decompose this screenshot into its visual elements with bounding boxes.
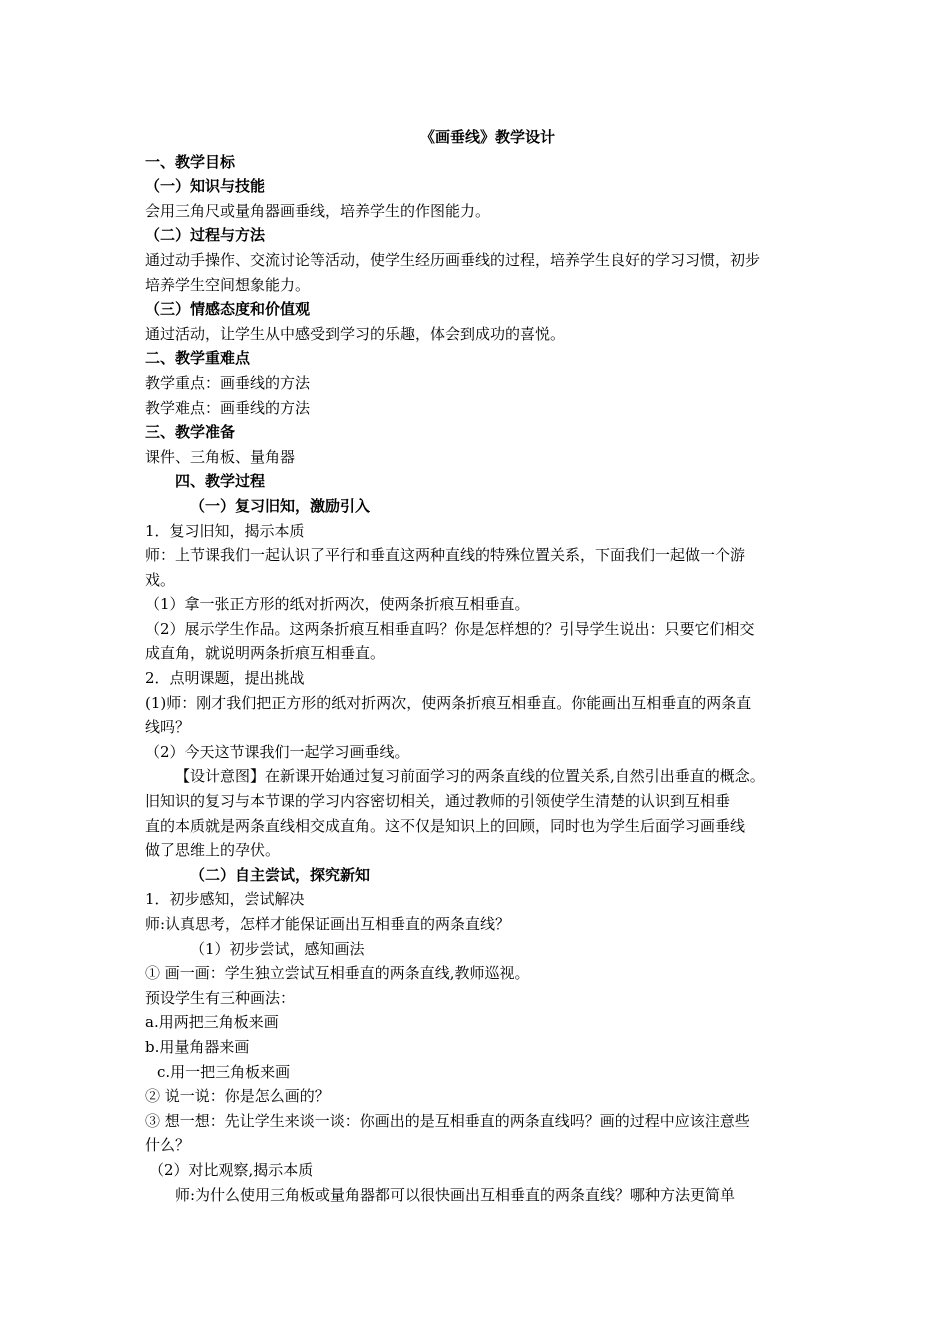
paragraph-line: 什么？ — [145, 1136, 191, 1155]
subsection-heading: （一）复习旧知，激励引入 — [190, 496, 371, 515]
paragraph-line: ① 画一画：学生独立尝试互相垂直的两条直线,教师巡视。 — [145, 964, 530, 983]
paragraph-line: 1．复习旧知，揭示本质 — [145, 521, 305, 540]
section-heading: 三、教学准备 — [145, 423, 236, 442]
paragraph-line: 直的本质就是两条直线相交成直角。这不仅是知识上的回顾，同时也为学生后面学习画垂线 — [145, 816, 746, 835]
paragraph-line: 线吗？ — [145, 718, 191, 737]
paragraph-line: 师:为什么使用三角板或量角器都可以很快画出互相垂直的两条直线？哪种方法更简单 — [175, 1185, 736, 1204]
paragraph-line: 教学重点：画垂线的方法 — [145, 373, 311, 392]
paragraph-line: 做了思维上的孕伏。 — [145, 841, 281, 860]
paragraph-line: 旧知识的复习与本节课的学习内容密切相关，通过教师的引领使学生清楚的认识到互相垂 — [145, 792, 731, 811]
paragraph-line: 师：上节课我们一起认识了平行和垂直这两种直线的特殊位置关系，下面我们一起做一个游 — [145, 546, 746, 565]
paragraph-line: ③ 想一想：先让学生来谈一谈：你画出的是互相垂直的两条直线吗？画的过程中应该注意些 — [145, 1111, 750, 1130]
paragraph-line: 通过动手操作、交流讨论等活动，使学生经历画垂线的过程，培养学生良好的学习习惯，初步 — [145, 250, 761, 269]
subsection-heading: （二）自主尝试，探究新知 — [190, 865, 371, 884]
document-title: 《画垂线》教学设计 — [419, 128, 555, 146]
paragraph-line: (1)师：刚才我们把正方形的纸对折两次，使两条折痕互相垂直。你能画出互相垂直的两条直 — [145, 693, 752, 712]
paragraph-line: 预设学生有三种画法： — [145, 988, 296, 1007]
paragraph-line: （1）拿一张正方形的纸对折两次，使两条折痕互相垂直。 — [145, 595, 530, 614]
paragraph-line: （2）对比观察,揭示本质 — [149, 1160, 314, 1179]
list-item: a.用两把三角板来画 — [145, 1013, 279, 1032]
section-heading: 二、教学重难点 — [145, 349, 251, 368]
subsection-heading: （三）情感态度和价值观 — [145, 300, 311, 319]
paragraph-line: 课件、三角板、量角器 — [145, 447, 296, 466]
paragraph-line: 教学难点：画垂线的方法 — [145, 398, 311, 417]
paragraph-line: 通过活动，让学生从中感受到学习的乐趣，体会到成功的喜悦。 — [145, 324, 566, 343]
section-heading: 一、教学目标 — [145, 152, 236, 171]
paragraph-line: 2．点明课题，提出挑战 — [145, 669, 305, 688]
list-item: b.用量角器来画 — [145, 1037, 250, 1056]
paragraph-line: （2）今天这节课我们一起学习画垂线。 — [145, 742, 410, 761]
paragraph-line: 师:认真思考，怎样才能保证画出互相垂直的两条直线？ — [145, 915, 511, 933]
subsection-heading: （二）过程与方法 — [145, 226, 266, 245]
section-heading: 四、教学过程 — [175, 472, 266, 491]
paragraph-line: ② 说一说：你是怎么画的？ — [145, 1087, 330, 1106]
paragraph-line: 成直角，就说明两条折痕互相垂直。 — [145, 644, 386, 663]
paragraph-line: 戏。 — [145, 570, 176, 589]
list-item: c.用一把三角板来画 — [157, 1062, 291, 1081]
document-body — [145, 125, 810, 1207]
paragraph-line: 1．初步感知，尝试解决 — [145, 890, 305, 909]
paragraph-line: 【设计意图】在新课开始通过复习前面学习的两条直线的位置关系,自然引出垂直的概念。 — [175, 767, 765, 786]
subsection-heading: （一）知识与技能 — [145, 177, 266, 196]
paragraph-line: 会用三角尺或量角器画垂线，培养学生的作图能力。 — [145, 201, 491, 220]
paragraph-line: （2）展示学生作品。这两条折痕互相垂直吗？你是怎样想的？引导学生说出：只要它们相交 — [145, 619, 755, 638]
paragraph-line: 培养学生空间想象能力。 — [145, 275, 311, 294]
paragraph-line: （1）初步尝试，感知画法 — [190, 939, 365, 958]
